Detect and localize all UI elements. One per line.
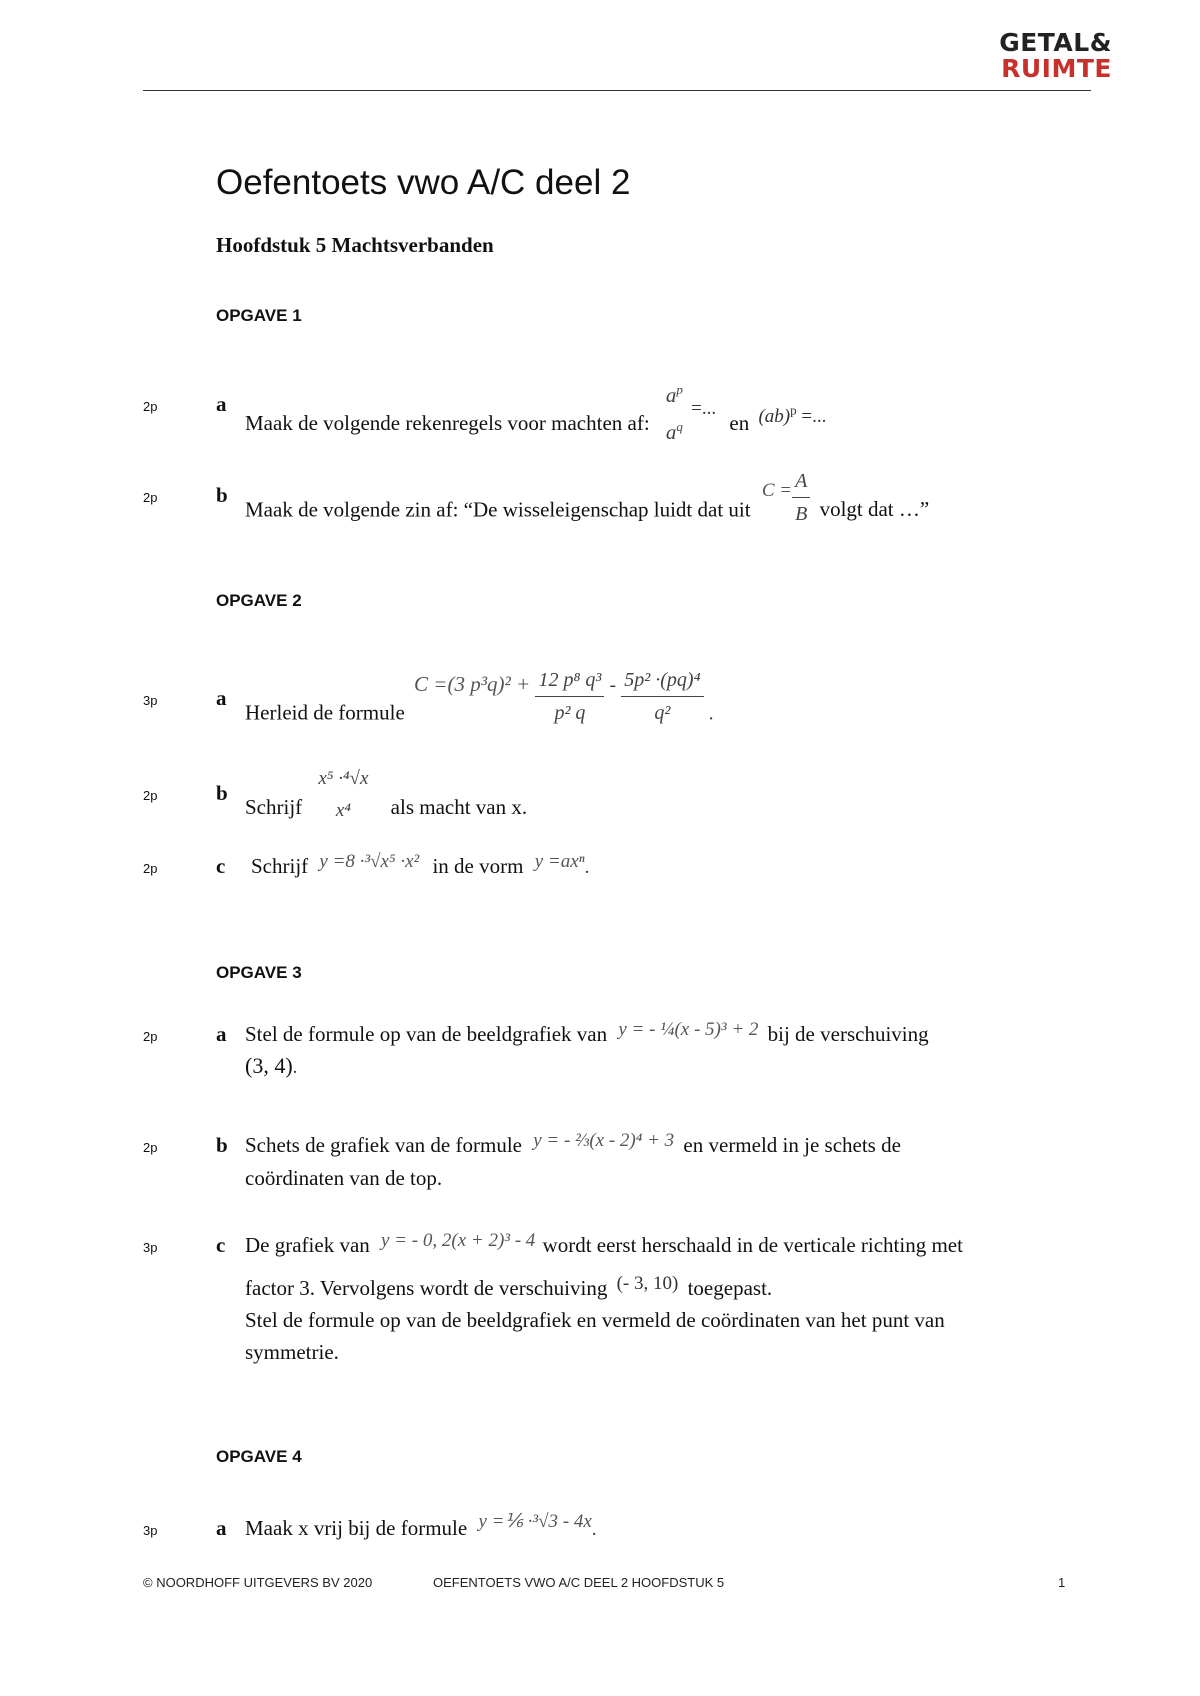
letter-2a: a	[216, 686, 227, 710]
opgave-3-heading: OPGAVE 3	[216, 963, 302, 982]
question-3a	[245, 1018, 929, 1052]
question-3a-tail: bij de verschuiving	[767, 1022, 929, 1046]
question-3a-text: Stel de formule op van de beeldgrafiek van	[245, 1022, 608, 1046]
letter-3a: a	[216, 1022, 227, 1046]
page-title: Oefentoets vwo A/C deel 2	[216, 163, 631, 202]
formula-4a-tail: .	[591, 1519, 597, 1540]
points-2b: 2p	[143, 788, 158, 803]
question-2c-mid: in de vorm	[432, 854, 524, 878]
formula-2c-tail: .	[584, 857, 590, 878]
question-2b-text: Schrijf	[245, 794, 303, 819]
header-divider	[143, 90, 1091, 91]
formula-1a-second: (ab)$^p$ =...	[758, 402, 827, 427]
opgave-2-heading: OPGAVE 2	[216, 591, 302, 610]
question-3a-line2	[245, 1050, 297, 1084]
question-2b-tail: als macht van x.	[390, 794, 528, 819]
question-3c	[245, 1229, 963, 1263]
question-2c-text: Schrijf	[251, 854, 309, 878]
points-1b: 2p	[143, 490, 158, 505]
formula-1b-lhs: C =	[761, 480, 793, 502]
formula-3a-shift: (3, 4)	[245, 1053, 293, 1078]
footer-copyright: © NOORDHOFF UITGEVERS BV 2020	[143, 1575, 373, 1590]
formula-1b-fraction: $\frac{A}{B}$	[792, 465, 810, 530]
formula-2a-part1: C =(3 p³q)² +	[414, 672, 531, 697]
footer-title: OEFENTOETS VWO A/C DEEL 2 HOOFDSTUK 5	[433, 1575, 725, 1590]
question-3c-line4: symmetrie.	[245, 1340, 339, 1364]
formula-3a: y = - ¼(x - 5)³ + 2	[618, 1019, 759, 1040]
question-1a-text: Maak de volgende rekenregels voor machten af:	[245, 410, 650, 435]
logo-line-2: RUIMTE	[1001, 54, 1112, 83]
formula-2a-frac1: $\frac{\text{12 p⁸ q³}}{\text{p² q}}$	[535, 664, 604, 729]
points-3b: 2p	[143, 1140, 158, 1155]
points-2a: 3p	[143, 693, 158, 708]
question-3b-line2: coördinaten van de top.	[245, 1166, 443, 1190]
question-2c	[251, 850, 589, 884]
points-3a: 2p	[143, 1029, 158, 1044]
points-4a: 3p	[143, 1523, 158, 1538]
formula-2c-first: y =8 ·³√x⁵ ·x²	[319, 851, 420, 872]
formula-2a-tail: .	[708, 703, 714, 725]
letter-1a: a	[216, 392, 227, 416]
formula-4a: y =⅙ ·³√3 - 4x	[478, 1511, 592, 1532]
letter-3b: b	[216, 1133, 228, 1157]
question-3c-line3: Stel de formule op van de beeldgrafiek en vermeld de coördinaten van het punt van	[245, 1308, 945, 1332]
question-2a-text: Herleid de formule	[245, 700, 405, 725]
question-3c-tail: wordt eerst herschaald in de verticale richting met	[542, 1233, 963, 1257]
page-number: 1	[1058, 1575, 1066, 1590]
question-3c-text: De grafiek van	[245, 1233, 370, 1257]
formula-2c-second: y =axⁿ	[534, 851, 585, 872]
formula-1a-fraction: $a^p$ $a^q$	[665, 382, 683, 444]
letter-2b: b	[216, 781, 228, 805]
opgave-4-heading: OPGAVE 4	[216, 1447, 302, 1466]
question-3c-line2: factor 3. Vervolgens wordt de verschuiving (- 3, 10) toegepast.	[245, 1273, 773, 1300]
question-4a-text: Maak x vrij bij de formule	[245, 1516, 468, 1540]
question-3b-text: Schets de grafiek van de formule	[245, 1133, 522, 1157]
question-2a	[245, 669, 714, 747]
points-2c: 2p	[143, 861, 158, 876]
letter-3c: c	[216, 1233, 226, 1257]
formula-2a-minus: -	[609, 675, 616, 697]
connector-1a: en	[729, 410, 750, 435]
formula-3c-shift: (- 3, 10)	[616, 1273, 679, 1294]
letter-2c: c	[216, 854, 226, 878]
question-1b-tail: volgt dat …”	[819, 497, 930, 522]
chapter-heading: Hoofdstuk 5 Machtsverbanden	[216, 233, 494, 257]
question-1a	[245, 382, 827, 462]
question-3b-tail: en vermeld in je schets de	[683, 1133, 901, 1157]
letter-1b: b	[216, 483, 228, 507]
formula-1a-rhs: =...	[691, 397, 717, 419]
formula-2b-fraction: x⁵ ·⁴√x x⁴	[318, 768, 369, 821]
formula-3a-shift-tail: .	[292, 1057, 298, 1078]
formula-3b: y = - ⅔(x - 2)⁴ + 3	[533, 1130, 675, 1151]
formula-3c: y = - 0, 2(x + 2)³ - 4	[381, 1230, 536, 1251]
question-1b	[245, 470, 930, 544]
points-3c: 3p	[143, 1240, 158, 1255]
logo-line-1: GETAL&	[999, 28, 1112, 57]
question-1b-text: Maak de volgende zin af: “De wisseleigenschap luidt dat uit	[245, 497, 751, 522]
formula-2a-frac2: $\frac{\text{5p² ·(pq)⁴}}{\text{q²}}$	[621, 664, 703, 729]
publisher-logo	[982, 30, 1112, 82]
question-4a	[245, 1512, 597, 1546]
question-2b	[245, 768, 528, 841]
opgave-1-heading: OPGAVE 1	[216, 306, 302, 325]
points-1a: 2p	[143, 399, 158, 414]
question-3b	[245, 1129, 901, 1163]
letter-4a: a	[216, 1516, 227, 1540]
